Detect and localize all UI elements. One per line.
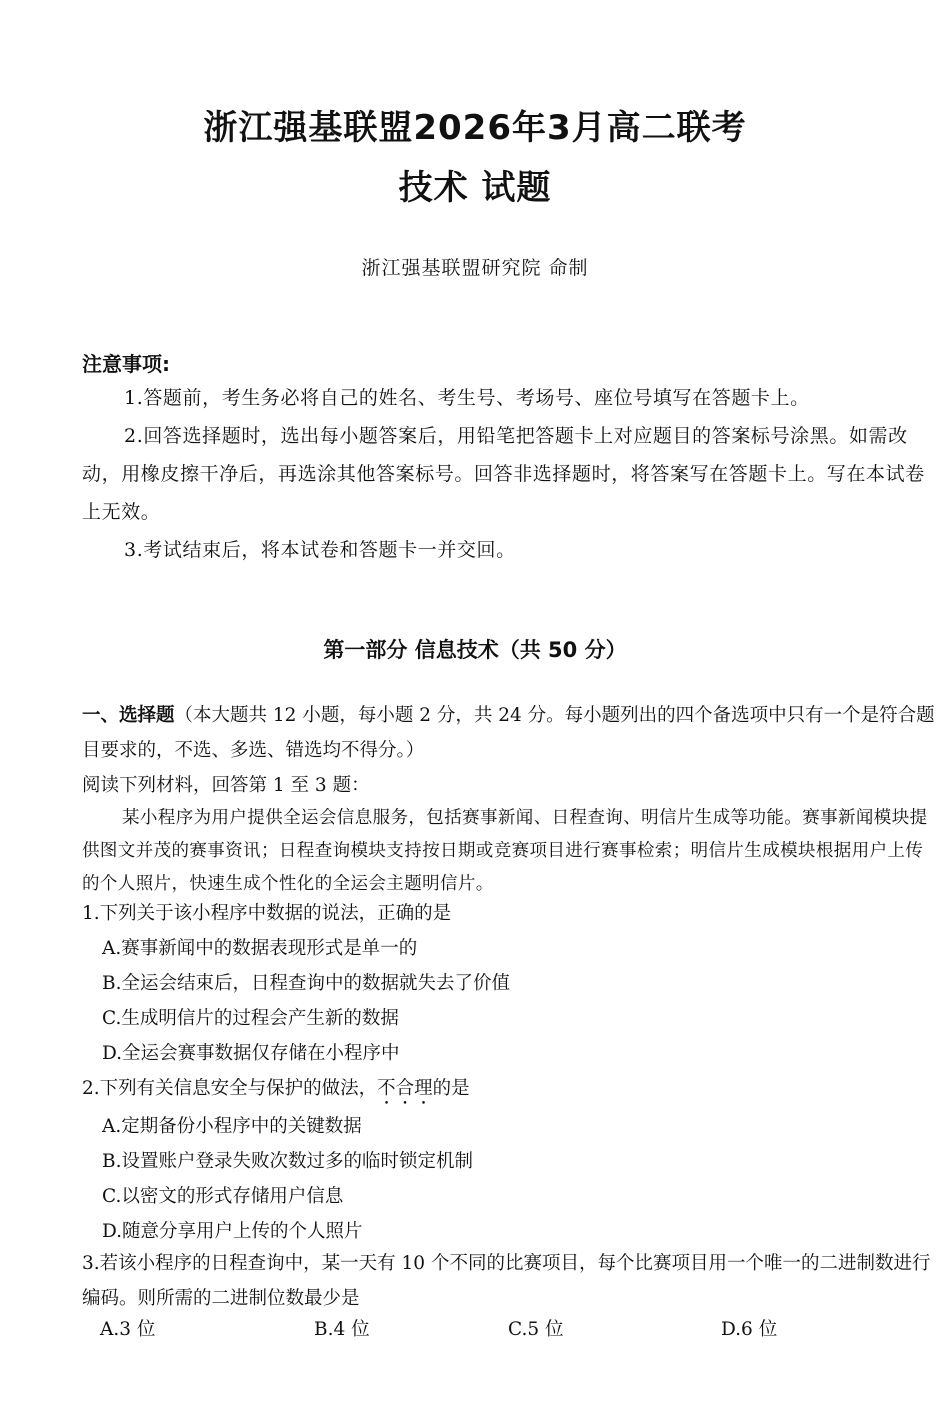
exam-subtitle: 技术 试题 <box>398 168 552 208</box>
part-heading: 第一部分 信息技术（共 50 分） <box>323 638 627 662</box>
option-d: D.6 位 <box>721 1319 778 1340</box>
option-a: A.定期备份小程序中的关键数据 <box>102 1116 362 1137</box>
section-description: （本大题共 12 小题，每小题 2 分，共 24 分。每小题列出的四个备选项中只有一个是符合题目要求的，不选、多选、错选均不得分。） <box>82 705 935 761</box>
option-d: D.随意分享用户上传的个人照片 <box>102 1221 363 1242</box>
notice-item: 2.回答选择题时，选出每小题答案后，用铅笔把答题卡上对应题目的答案标号涂黑。如需改动，用橡皮擦干净后，再选涂其他答案标号。回答非选择题时，将答案写在答题卡上。写在本试卷上无效。 <box>82 425 925 523</box>
question-1 <box>82 896 937 1071</box>
option-a: A.3 位 <box>100 1319 156 1340</box>
option-b: B.设置账户登录失败次数过多的临时锁定机制 <box>102 1151 473 1172</box>
reading-material: 某小程序为用户提供全运会信息服务，包括赛事新闻、日程查询、明信片生成等功能。赛事新闻模块提供图文并茂的赛事资讯；日程查询模块支持按日期或竞赛项目进行赛事检索；明信片生成模块根据用户上传的个人照片，快速生成个性化的全运会主题明信片。 <box>82 808 928 894</box>
question-2 <box>82 1071 937 1249</box>
question-3 <box>82 1246 937 1316</box>
question-stem: 1.下列关于该小程序中数据的说法，正确的是 <box>82 903 452 924</box>
option-b: B.全运会结束后，日程查询中的数据就失去了价值 <box>102 973 510 994</box>
option-b: B.4 位 <box>314 1319 370 1340</box>
question-stem: 3.若该小程序的日程查询中，某一天有 10 个不同的比赛项目，每个比赛项目用一个唯一的二进制数进行编码。则所需的二进制位数最少是 <box>82 1253 931 1309</box>
notice-item: 1.答题前，考生务必将自己的姓名、考生号、考场号、座位号填写在答题卡上。 <box>124 387 810 409</box>
question-3-options <box>100 1315 950 1350</box>
option-c: C.5 位 <box>508 1319 564 1340</box>
exam-author: 浙江强基联盟研究院 命制 <box>361 257 589 279</box>
option-a: A.赛事新闻中的数据表现形式是单一的 <box>102 938 418 959</box>
reading-prompt: 阅读下列材料，回答第 1 至 3 题： <box>82 775 370 796</box>
notice-heading: 注意事项: <box>82 352 170 376</box>
option-c: C.生成明信片的过程会产生新的数据 <box>102 1008 399 1029</box>
question-stem: 2.下列有关信息安全与保护的做法，不合理的是 <box>82 1078 470 1099</box>
notice-item: 3.考试结束后，将本试卷和答题卡一并交回。 <box>124 539 516 561</box>
section-label: 一、选择题 <box>82 705 175 726</box>
section-intro <box>82 698 937 768</box>
exam-title: 浙江强基联盟2026年3月高二联考 <box>203 108 747 148</box>
emphasis-text: 不合理 <box>377 1078 433 1099</box>
option-d: D.全运会赛事数据仅存储在小程序中 <box>102 1043 400 1064</box>
option-c: C.以密文的形式存储用户信息 <box>102 1186 344 1207</box>
